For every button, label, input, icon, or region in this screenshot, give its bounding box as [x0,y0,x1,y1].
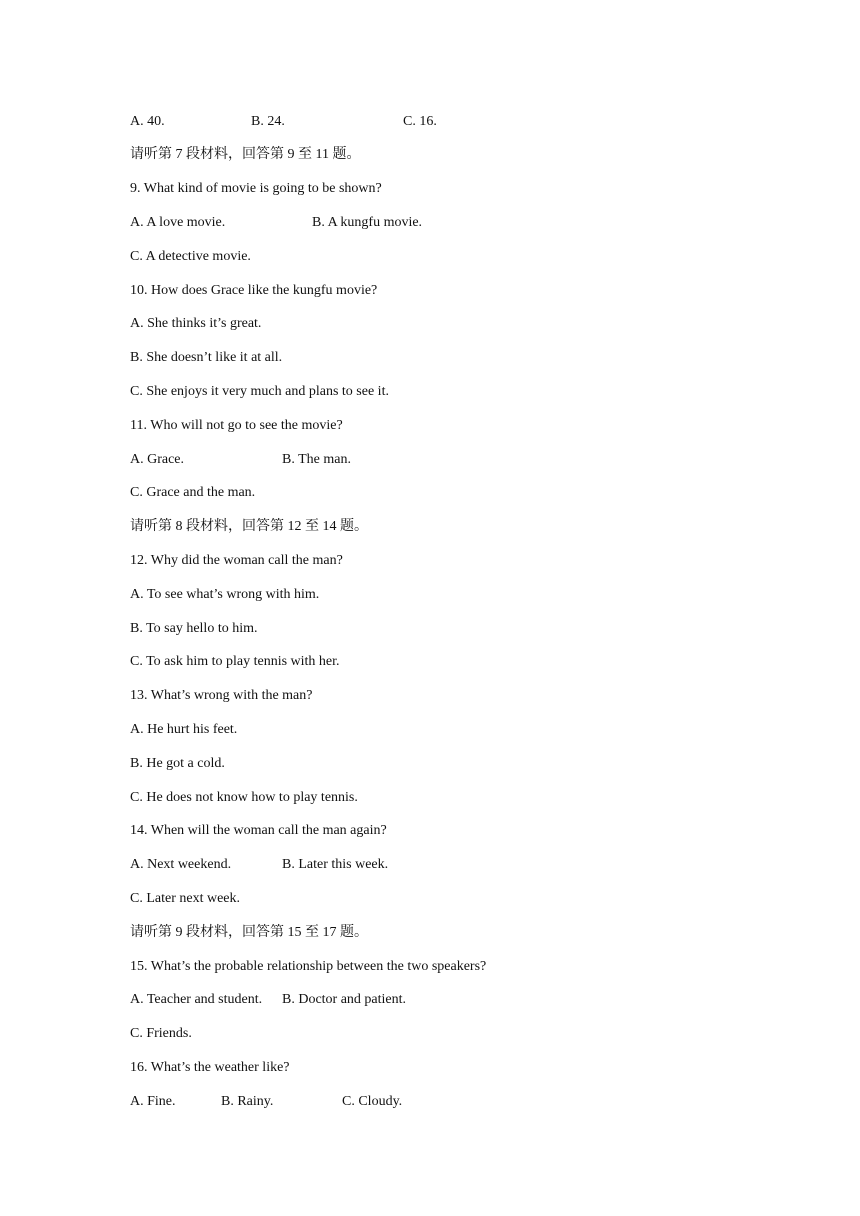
option-c: C. To ask him to play tennis with her. [130,654,340,669]
option-b: B. 24. [251,114,285,129]
option-c: C. Cloudy. [342,1094,403,1109]
option-a: A. A love movie. [130,215,226,230]
option-b: B. She doesn’t like it at all. [130,350,283,365]
question-12: 12. Why did the woman call the man? [130,553,343,568]
option-a: A. Grace. [130,452,185,467]
option-b: B. Later this week. [282,857,389,872]
question-15: 15. What’s the probable relationship between the two speakers? [130,959,487,974]
option-a: A. Fine. [130,1094,176,1109]
question-11: 11. Who will not go to see the movie? [130,418,343,433]
options-row-q15 [130,990,407,1010]
option-c: C. A detective movie. [130,249,251,264]
option-b: B. The man. [282,452,351,467]
question-16: 16. What’s the weather like? [130,1060,290,1075]
option-a: A. He hurt his feet. [130,722,238,737]
options-row-q16 [130,1092,403,1112]
option-b: B. A kungfu movie. [312,215,423,230]
options-row-q9 [130,213,423,233]
question-9: 9. What kind of movie is going to be shown? [130,181,382,196]
option-c: C. Friends. [130,1026,192,1041]
option-c: C. 16. [403,114,437,129]
question-14: 14. When will the woman call the man again? [130,823,387,838]
question-13: 13. What’s wrong with the man? [130,688,313,703]
options-row-q8 [130,112,437,132]
section-instruction-9: 请听第 9 段材料，回答第 15 至 17 题。 [130,925,368,940]
option-b: B. He got a cold. [130,756,225,771]
option-c: C. She enjoys it very much and plans to see it. [130,384,389,399]
option-a: A. 40. [130,114,165,129]
option-c: C. Later next week. [130,891,241,906]
option-b: B. To say hello to him. [130,621,258,636]
option-b: B. Doctor and patient. [282,992,407,1007]
option-a: A. Teacher and student. [130,992,263,1007]
option-a: A. To see what’s wrong with him. [130,587,320,602]
option-a: A. She thinks it’s great. [130,316,262,331]
question-10: 10. How does Grace like the kungfu movie? [130,283,378,298]
section-instruction-7: 请听第 7 段材料，回答第 9 至 11 题。 [130,147,361,162]
option-c: C. Grace and the man. [130,485,256,500]
option-c: C. He does not know how to play tennis. [130,790,358,805]
options-row-q11 [130,450,351,470]
options-row-q14 [130,855,389,875]
option-b: B. Rainy. [221,1094,274,1109]
option-a: A. Next weekend. [130,857,232,872]
section-instruction-8: 请听第 8 段材料，回答第 12 至 14 题。 [130,519,368,534]
